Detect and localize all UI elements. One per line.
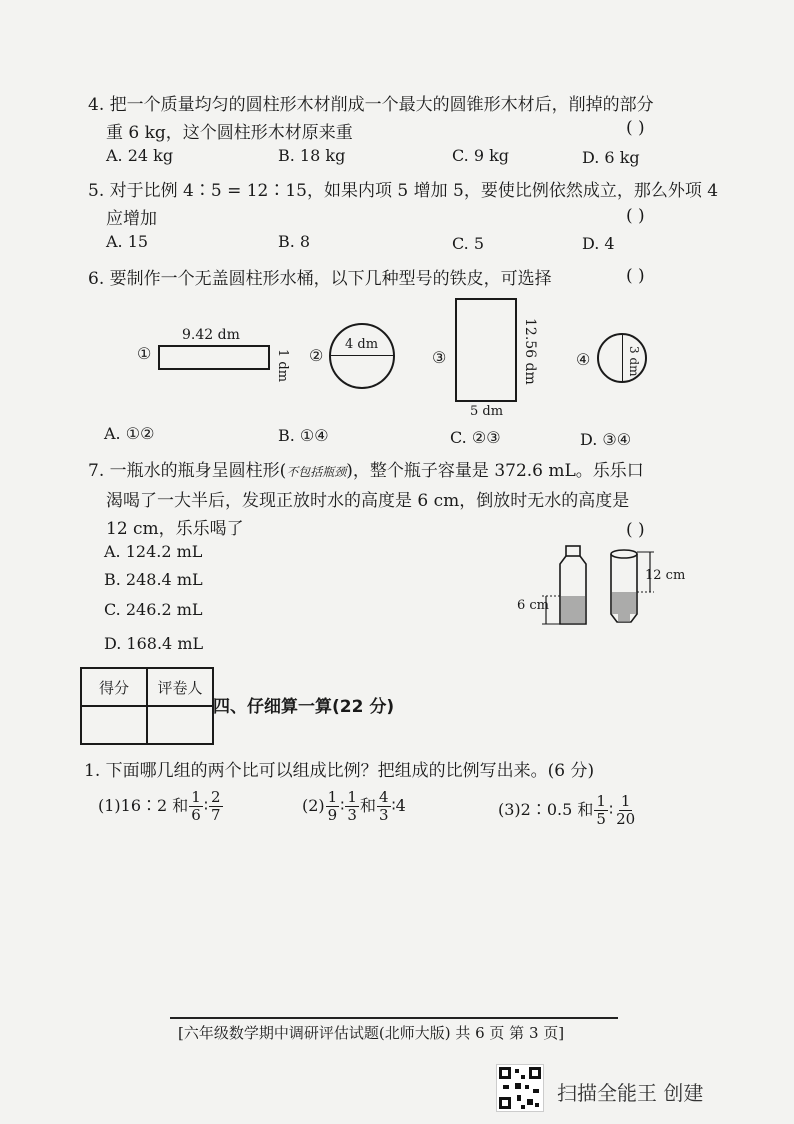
q6-figure1-height: 1 dm [275,349,290,383]
s4-q1-prompt: 1. 下面哪几组的两个比可以组成比例？把组成的比例写出来。(6 分) [84,761,595,781]
fraction: $\frac{1}{6}$ [191,788,201,824]
grader-header: 评卷人 [147,668,213,706]
q7-option-b[interactable]: B. 248.4 mL [104,570,203,589]
q4-answer-paren[interactable]: ( ) [626,118,645,138]
q7-option-c[interactable]: C. 246.2 mL [104,600,203,619]
fraction: $\frac{1}{9}$ [327,788,338,824]
fraction: $\frac{2}{7}$ [211,788,221,824]
water-right-neck [618,614,630,622]
q4-option-b[interactable]: B. 18 kg [278,146,346,165]
q5-option-d[interactable]: D. 4 [582,234,615,253]
q7-figure-left-label: 6 cm [517,598,550,613]
q6-option-d[interactable]: D. ③④ [580,430,632,449]
q6-figure3-height: 12.56 dm [522,318,538,385]
bottle-top-right [611,550,637,558]
score-cell[interactable] [81,706,147,744]
q7-line1: 7. 一瓶水的瓶身呈圆柱形(不包括瓶颈)，整个瓶子容量是 372.6 mL。乐乐口 [88,461,644,481]
score-header: 得分 [81,668,147,706]
s4-q1-item1: (1)16∶2 和 $\frac{1}{6}$ ∶ $\frac{2}{7}$ [98,788,221,824]
q7-note: 不包括瓶颈 [286,465,347,479]
bottle-cap-left [566,546,580,556]
q6-figure3-rect [455,298,517,402]
q4-option-d[interactable]: D. 6 kg [582,148,640,167]
q6-figure2-circle [329,323,395,389]
q6-figure4-mark: ④ [576,350,591,369]
q6-figure3-mark: ③ [432,348,447,367]
q4-line2: 重 6 kg，这个圆柱形木材原来重 [106,123,353,143]
q7-figure-right-label: 12 cm [645,568,686,583]
q7-option-a[interactable]: A. 124.2 mL [104,542,203,561]
fraction: $\frac{4}{3}$ [378,788,389,824]
q6-figure4-diameter [622,335,623,381]
s4-q1-item2: (2) $\frac{1}{9}$ ∶ $\frac{1}{3}$ 和 $\frac{4}{3}$ ∶4 [302,788,406,824]
q4-option-a[interactable]: A. 24 kg [106,146,174,165]
q6-answer-paren[interactable]: ( ) [626,266,645,286]
q5-option-a[interactable]: A. 15 [106,232,149,251]
fraction: $\frac{1}{20}$ [616,792,636,828]
q7-line3: 12 cm，乐乐喝了 [106,519,244,539]
q5-option-c[interactable]: C. 5 [452,234,485,253]
q6-figure3-width: 5 dm [470,404,504,419]
q6-figure1-width: 9.42 dm [182,327,240,343]
section4-title: 四、仔细算一算(22 分) [213,697,395,717]
q5-option-b[interactable]: B. 8 [278,232,311,251]
water-left [561,596,585,623]
grader-cell[interactable] [147,706,213,744]
q4-line1: 4. 把一个质量均匀的圆柱形木材削成一个最大的圆锥形木材后，削掉的部分 [88,95,654,115]
q6-figure1-mark: ① [137,344,152,363]
water-right [612,592,636,614]
q6-figure1-rect [158,345,270,370]
q6-figure2-label: 4 dm [345,337,379,352]
q7-inverted-bottle [611,550,654,622]
q5-line1: 5. 对于比例 4∶5 = 12∶15，如果内项 5 增加 5，要使比例依然成立，那么外项 4 [88,181,719,201]
q4-option-c[interactable]: C. 9 kg [452,146,510,165]
q6-figure2-mark: ② [309,346,324,365]
qr-code-icon [496,1064,544,1112]
q6-option-b[interactable]: B. ①④ [278,426,329,445]
q7-bottle-figures [510,540,690,632]
s4-q1-item3: (3)2∶0.5 和 $\frac{1}{5}$ ∶ $\frac{1}{20}$ [498,792,636,828]
q7-option-d[interactable]: D. 168.4 mL [104,634,204,653]
q5-answer-paren[interactable]: ( ) [626,206,645,226]
q5-line2: 应增加 [106,209,157,229]
scanner-watermark: 扫描全能王 创建 [557,1081,704,1105]
fraction: $\frac{1}{5}$ [596,792,606,828]
score-table [80,667,214,745]
q6-figure4-label: 3 dm [627,346,641,377]
q6-line1: 6. 要制作一个无盖圆柱形水桶，以下几种型号的铁皮，可选择 [88,269,552,289]
fraction: $\frac{1}{3}$ [347,788,357,824]
q7-line2: 渴喝了一大半后，发现正放时水的高度是 6 cm，倒放时无水的高度是 [106,491,630,511]
footer-text: [六年级数学期中调研评估试题(北师大版) 共 6 页 第 3 页] [178,1024,565,1042]
q6-option-c[interactable]: C. ②③ [450,428,501,447]
q6-option-a[interactable]: A. ①② [104,424,155,443]
q7-answer-paren[interactable]: ( ) [626,520,645,540]
q6-figure2-diameter [331,355,393,356]
